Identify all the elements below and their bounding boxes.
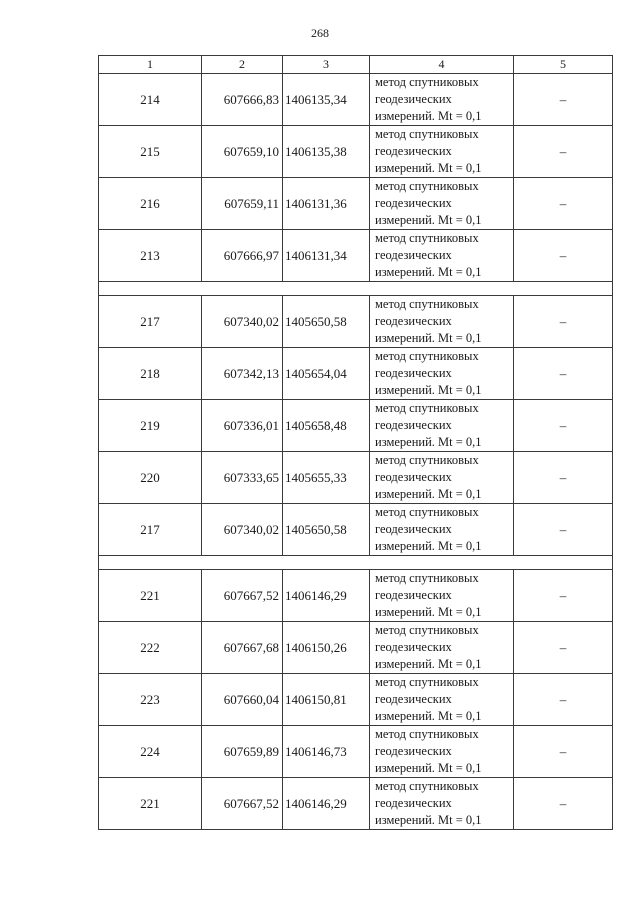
point-number-cell: 220 (99, 452, 202, 504)
x-coordinate-cell: 607336,01 (202, 400, 283, 452)
x-coordinate-cell: 607333,65 (202, 452, 283, 504)
method-description-line: измерений. Mt = 0,1 (375, 331, 482, 345)
method-description-line: метод спутниковых (375, 779, 479, 793)
point-number-cell: 224 (99, 726, 202, 778)
note-cell: – (514, 674, 613, 726)
x-coordinate-cell: 607667,52 (202, 570, 283, 622)
x-coordinate-cell: 607666,83 (202, 74, 283, 126)
group-separator-row (99, 282, 613, 296)
method-description-line: геодезических (375, 692, 452, 706)
method-description-line: измерений. Mt = 0,1 (375, 761, 482, 775)
x-coordinate-cell: 607666,97 (202, 230, 283, 282)
method-description-line: метод спутниковых (375, 623, 479, 637)
method-description-line: метод спутниковых (375, 297, 479, 311)
x-coordinate-cell: 607659,89 (202, 726, 283, 778)
group-separator-cell (99, 282, 613, 296)
table-row (99, 570, 613, 622)
table-row (99, 348, 613, 400)
method-description-line: метод спутниковых (375, 675, 479, 689)
method-description-line: измерений. Mt = 0,1 (375, 657, 482, 671)
point-number-cell: 215 (99, 126, 202, 178)
method-description-line: метод спутниковых (375, 231, 479, 245)
method-description-line: измерений. Mt = 0,1 (375, 487, 482, 501)
method-description-line: измерений. Mt = 0,1 (375, 161, 482, 175)
method-description-cell (370, 178, 514, 230)
table-row (99, 778, 613, 830)
point-number-cell: 213 (99, 230, 202, 282)
y-coordinate-cell: 1405655,33 (283, 452, 370, 504)
y-coordinate-cell: 1406146,73 (283, 726, 370, 778)
method-description-cell (370, 504, 514, 556)
header-col-4: 4 (370, 56, 514, 74)
method-description-line: метод спутниковых (375, 179, 479, 193)
header-col-3: 3 (283, 56, 370, 74)
table-row (99, 674, 613, 726)
y-coordinate-cell: 1405654,04 (283, 348, 370, 400)
table-row (99, 400, 613, 452)
note-cell: – (514, 348, 613, 400)
point-number-cell: 218 (99, 348, 202, 400)
method-description-line: метод спутниковых (375, 349, 479, 363)
note-cell: – (514, 622, 613, 674)
method-description-line: измерений. Mt = 0,1 (375, 383, 482, 397)
header-col-2: 2 (202, 56, 283, 74)
table-row (99, 504, 613, 556)
note-cell: – (514, 570, 613, 622)
method-description-line: измерений. Mt = 0,1 (375, 435, 482, 449)
y-coordinate-cell: 1406150,81 (283, 674, 370, 726)
method-description-cell (370, 778, 514, 830)
method-description-line: метод спутниковых (375, 401, 479, 415)
note-cell: – (514, 178, 613, 230)
method-description-cell (370, 296, 514, 348)
table-row (99, 726, 613, 778)
point-number-cell: 223 (99, 674, 202, 726)
table-row (99, 230, 613, 282)
method-description-cell (370, 74, 514, 126)
table-row (99, 622, 613, 674)
method-description-line: метод спутниковых (375, 453, 479, 467)
header-col-1: 1 (99, 56, 202, 74)
method-description-line: измерений. Mt = 0,1 (375, 213, 482, 227)
point-number-cell: 219 (99, 400, 202, 452)
method-description-line: геодезических (375, 640, 452, 654)
method-description-line: геодезических (375, 796, 452, 810)
method-description-line: геодезических (375, 314, 452, 328)
x-coordinate-cell: 607660,04 (202, 674, 283, 726)
method-description-line: геодезических (375, 588, 452, 602)
method-description-line: измерений. Mt = 0,1 (375, 813, 482, 827)
x-coordinate-cell: 607659,11 (202, 178, 283, 230)
method-description-cell (370, 348, 514, 400)
coordinates-table (98, 55, 613, 830)
note-cell: – (514, 74, 613, 126)
method-description-line: метод спутниковых (375, 127, 479, 141)
coordinates-table-body (99, 56, 613, 830)
header-col-5: 5 (514, 56, 613, 74)
y-coordinate-cell: 1406146,29 (283, 570, 370, 622)
y-coordinate-cell: 1406135,38 (283, 126, 370, 178)
note-cell: – (514, 726, 613, 778)
method-description-line: геодезических (375, 196, 452, 210)
method-description-line: измерений. Mt = 0,1 (375, 709, 482, 723)
method-description-line: метод спутниковых (375, 571, 479, 585)
method-description-line: геодезических (375, 418, 452, 432)
table-row (99, 296, 613, 348)
point-number-cell: 222 (99, 622, 202, 674)
method-description-cell (370, 400, 514, 452)
y-coordinate-cell: 1406131,34 (283, 230, 370, 282)
method-description-cell (370, 452, 514, 504)
y-coordinate-cell: 1406131,36 (283, 178, 370, 230)
method-description-line: метод спутниковых (375, 75, 479, 89)
method-description-line: геодезических (375, 470, 452, 484)
note-cell: – (514, 778, 613, 830)
method-description-cell (370, 726, 514, 778)
method-description-line: геодезических (375, 744, 452, 758)
x-coordinate-cell: 607667,68 (202, 622, 283, 674)
x-coordinate-cell: 607342,13 (202, 348, 283, 400)
x-coordinate-cell: 607667,52 (202, 778, 283, 830)
note-cell: – (514, 230, 613, 282)
table-header-row (99, 56, 613, 74)
note-cell: – (514, 126, 613, 178)
note-cell: – (514, 452, 613, 504)
method-description-line: измерений. Mt = 0,1 (375, 265, 482, 279)
method-description-line: геодезических (375, 144, 452, 158)
method-description-line: геодезических (375, 522, 452, 536)
group-separator-cell (99, 556, 613, 570)
method-description-line: геодезических (375, 366, 452, 380)
y-coordinate-cell: 1405658,48 (283, 400, 370, 452)
method-description-cell (370, 674, 514, 726)
page-number: 268 (311, 26, 329, 40)
point-number-cell: 217 (99, 504, 202, 556)
table-row (99, 74, 613, 126)
y-coordinate-cell: 1406135,34 (283, 74, 370, 126)
method-description-line: геодезических (375, 92, 452, 106)
point-number-cell: 214 (99, 74, 202, 126)
method-description-cell (370, 230, 514, 282)
table-row (99, 126, 613, 178)
method-description-line: геодезических (375, 248, 452, 262)
x-coordinate-cell: 607659,10 (202, 126, 283, 178)
method-description-line: измерений. Mt = 0,1 (375, 539, 482, 553)
method-description-line: измерений. Mt = 0,1 (375, 109, 482, 123)
method-description-line: измерений. Mt = 0,1 (375, 605, 482, 619)
method-description-cell (370, 126, 514, 178)
x-coordinate-cell: 607340,02 (202, 296, 283, 348)
point-number-cell: 217 (99, 296, 202, 348)
note-cell: – (514, 296, 613, 348)
method-description-line: метод спутниковых (375, 727, 479, 741)
y-coordinate-cell: 1405650,58 (283, 296, 370, 348)
table-row (99, 178, 613, 230)
y-coordinate-cell: 1406146,29 (283, 778, 370, 830)
method-description-cell (370, 622, 514, 674)
point-number-cell: 216 (99, 178, 202, 230)
note-cell: – (514, 400, 613, 452)
method-description-line: метод спутниковых (375, 505, 479, 519)
group-separator-row (99, 556, 613, 570)
x-coordinate-cell: 607340,02 (202, 504, 283, 556)
y-coordinate-cell: 1406150,26 (283, 622, 370, 674)
method-description-cell (370, 570, 514, 622)
note-cell: – (514, 504, 613, 556)
point-number-cell: 221 (99, 570, 202, 622)
table-row (99, 452, 613, 504)
y-coordinate-cell: 1405650,58 (283, 504, 370, 556)
point-number-cell: 221 (99, 778, 202, 830)
